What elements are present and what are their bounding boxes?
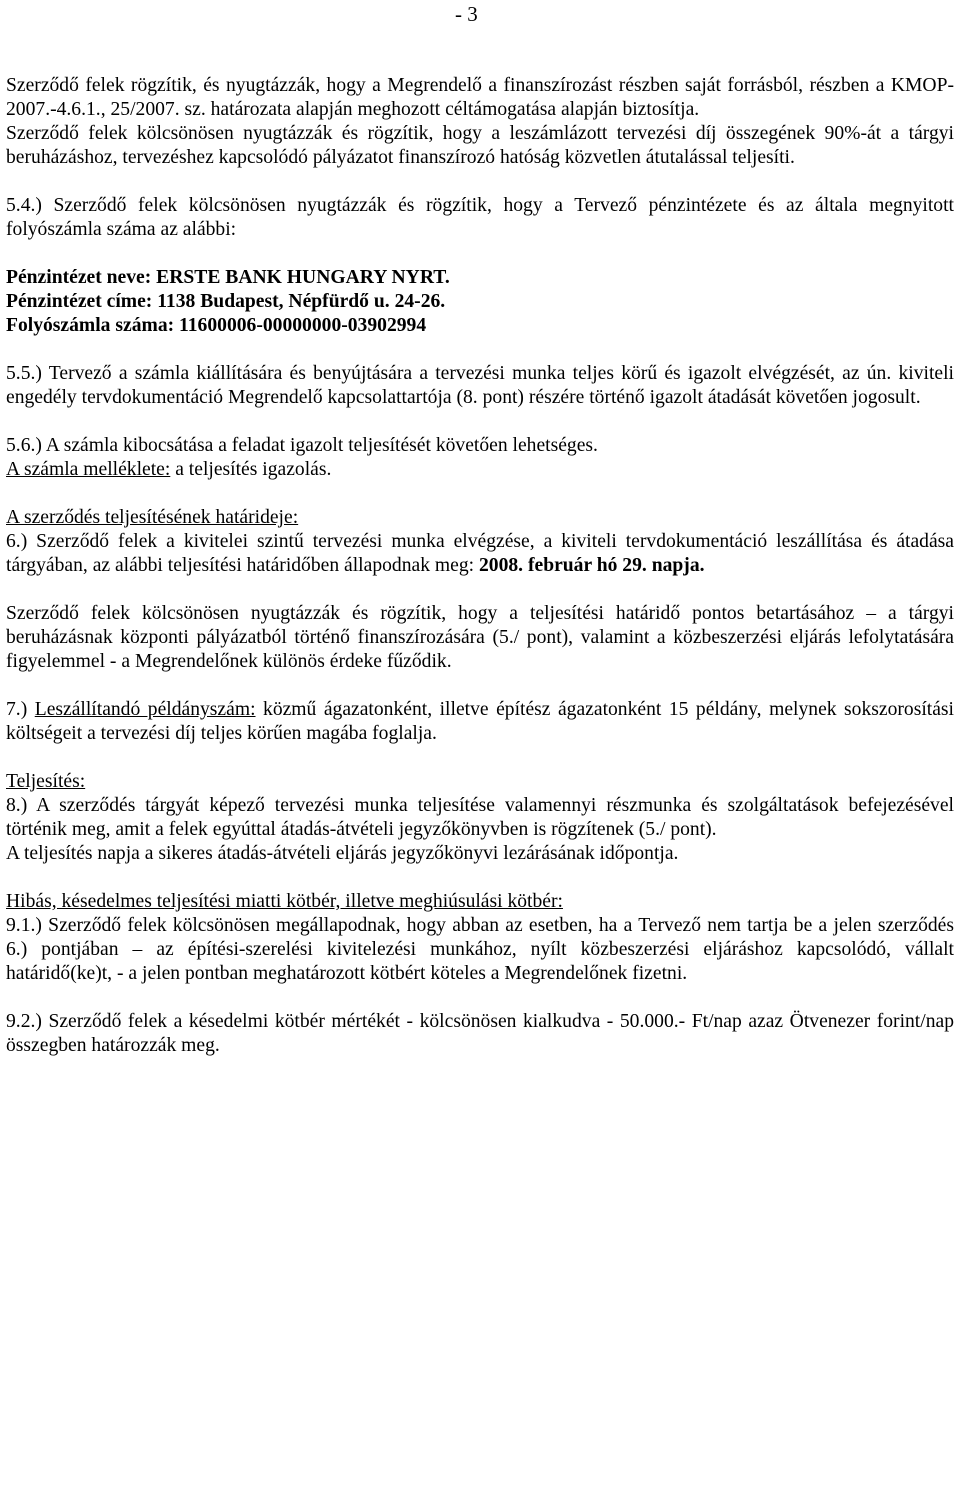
- paragraph-7-number: 7.): [6, 699, 35, 720]
- document-body: [6, 74, 954, 1058]
- paragraph-8: 8.) A szerződés tárgyát képező tervezési munka teljesítése valamennyi részmunka és szolgáltatások befejezésével történik meg, amit a felek egyúttal átadás-átvételi jegyzőkönyvben is rögzítenek (5./ pont).: [6, 795, 954, 840]
- paragraph-7: [6, 698, 954, 746]
- paragraph-6-text: 6.) Szerződő felek a kivitelei szintű tervezési munka elvégzése, a kiviteli tervdokumentáció leszállítása és átadása tárgyában, az alábbi teljesítési határidőben állapodnak meg:: [6, 531, 954, 576]
- deadline-date: 2008. február hó 29. napja.: [478, 555, 705, 576]
- paragraph-7-text: közmű ágazatonként, illetve építész ágazatonként 15 példány, melynek sokszorosítási költségeit a tervezési díj teljes körűen magába foglalja.: [6, 699, 954, 744]
- bank-name: Pénzintézet neve: ERSTE BANK HUNGARY NYRT.: [6, 267, 450, 288]
- paragraph-6-interest: Szerződő felek kölcsönösen nyugtázzák és rögzítik, hogy a teljesítési határidő pontos betartásához – a tárgyi beruházásnak központi pályázatból történő finanszírozására (5./ pont), valamint a közbeszerzési eljárás lefolytatására figyelemmel - a Megrendelőnek különös érdeke fűződik.: [6, 603, 954, 672]
- account-number: Folyószámla száma: 11600006-00000000-03902994: [6, 315, 427, 336]
- paragraph-invoice-attachment: [6, 458, 954, 482]
- paragraph-9-1: 9.1.) Szerződő felek kölcsönösen megállapodnak, hogy abban az esetben, ha a Tervező nem tartja be a jelen szerződés 6.) pontjában – az építési-szerelési kivitelezési munkához, nyílt közbeszerzési eljáráshoz kapcsolódó, vállalt határidő(ke)t, - a jelen pontban meghatározott kötbért köteles a Megrendelőnek fizetni.: [6, 915, 954, 984]
- bank-details: [6, 266, 954, 338]
- paragraph-financing: Szerződő felek rögzítik, és nyugtázzák, hogy a Megrendelő a finanszírozást részben saját forrásból, részben a KMOP-2007.-4.6.1., 25/2007. sz. határozata alapján meghozott céltámogatása alapján biztosítja.: [6, 75, 954, 120]
- paragraph-transfer: Szerződő felek kölcsönösen nyugtázzák és rögzítik, hogy a leszámlázott tervezési díj összegének 90%-át a tárgyi beruházáshoz, tervezéshez kapcsolódó pályázatot finanszírozó hatóság közvetlen átutalással teljesíti.: [6, 123, 954, 168]
- heading-penalty: Hibás, késedelmes teljesítési miatti kötbér, illetve meghiúsulási kötbér:: [6, 891, 563, 912]
- paragraph-6: [6, 530, 954, 578]
- paragraph-5-6: 5.6.) A számla kibocsátása a feladat igazolt teljesítését követően lehetséges.: [6, 435, 598, 456]
- bank-address: Pénzintézet címe: 1138 Budapest, Népfürdő u. 24-26.: [6, 291, 446, 312]
- paragraph-5-4: 5.4.) Szerződő felek kölcsönösen nyugtázzák és rögzítik, hogy a Tervező pénzintézete és az általa megnyitott folyószámla száma az alábbi:: [6, 195, 954, 240]
- paragraph-8-date: A teljesítés napja a sikeres átadás-átvételi eljárás jegyzőkönyvi lezárásának időpontja.: [6, 843, 679, 864]
- invoice-attachment-text: a teljesítés igazolás.: [170, 459, 332, 480]
- paragraph-5-5: 5.5.) Tervező a számla kiállítására és benyújtására a tervezési munka teljes körű és igazolt elvégzését, az ún. kiviteli engedély tervdokumentáció Megrendelő kapcsolattartója (8. pont) részére történő igazolt átadását követően jogosult.: [6, 363, 954, 408]
- heading-completion: Teljesítés:: [6, 771, 86, 792]
- copies-label: Leszállítandó példányszám:: [34, 699, 256, 720]
- page-number: - 3: [455, 2, 478, 26]
- paragraph-9-2: 9.2.) Szerződő felek a késedelmi kötbér mértékét - kölcsönösen kialkudva - 50.000.- Ft/nap azaz Ötvenezer forint/nap összegben határozzák meg.: [6, 1011, 954, 1056]
- heading-deadline: A szerződés teljesítésének határideje:: [6, 507, 299, 528]
- invoice-attachment-label: A számla melléklete:: [6, 459, 171, 480]
